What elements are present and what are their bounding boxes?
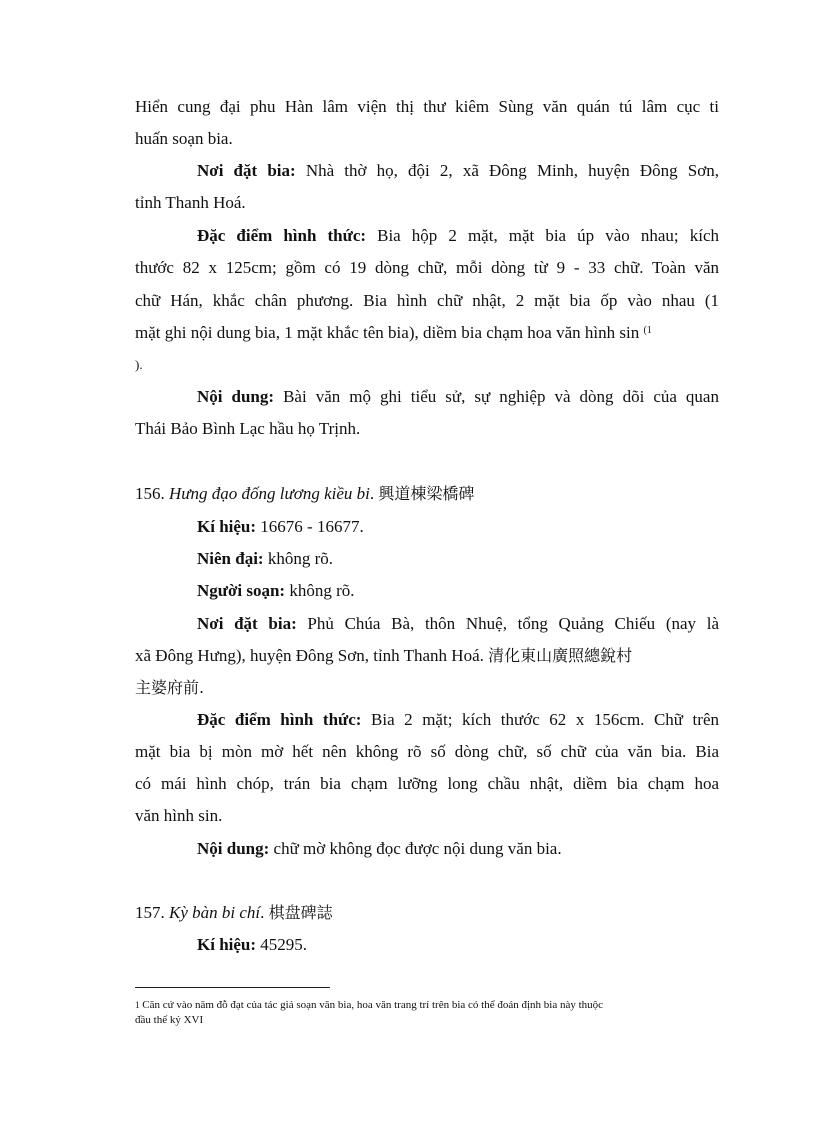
- feature-line-cont: chữ Hán, khắc chân phương. Bia hình chữ nhật, 2 mặt bia ốp vào nhau (1: [135, 291, 719, 310]
- place-line-cont: [135, 645, 719, 667]
- entry-title: Kỳ bàn bi chí: [169, 903, 261, 922]
- place-text: xã Đông Hưng), huyện Đông Sơn, tỉnh Thanh Hoá.: [135, 646, 484, 665]
- code-value: 45295.: [256, 935, 308, 954]
- year-value: không rõ.: [263, 549, 334, 568]
- feature-line: [197, 225, 719, 247]
- year-line: [197, 548, 719, 570]
- code-label: Kí hiệu:: [197, 935, 257, 954]
- feature-line-cont: có mái hình chóp, trán bia chạm lưỡng long chầu nhật, diềm bia chạm hoa: [135, 774, 719, 793]
- content-value: chữ mờ không đọc được nội dung văn bia.: [269, 839, 562, 858]
- place-line: [197, 613, 719, 635]
- feature-value: Bia 2 mặt; kích thước 62 x 156cm. Chữ trên: [361, 710, 719, 729]
- feature-value: Bia hộp 2 mặt, mặt bia úp vào nhau; kích: [366, 226, 719, 245]
- place-label: Nơi đặt bia:: [197, 161, 296, 180]
- footnote-number: 1: [135, 1000, 140, 1010]
- content-label: Nội dung:: [197, 839, 270, 858]
- place-line-cont: tỉnh Thanh Hoá.: [135, 193, 246, 212]
- entry-han-title: 興道棟梁橋碑: [378, 484, 475, 503]
- feature-line-cont: [135, 322, 719, 344]
- place-line: [197, 160, 719, 182]
- place-value: Phủ Chúa Bà, thôn Nhuệ, tổng Quảng Chiếu (nay là: [296, 614, 719, 633]
- content-label: Nội dung:: [197, 387, 275, 406]
- content-value: Bài văn mộ ghi tiểu sử, sự nghiệp và dòng dõi của quan: [274, 387, 719, 406]
- content-line: [197, 838, 719, 860]
- entry-number: 156.: [135, 484, 165, 503]
- footnote-ref-cont: ).: [135, 357, 143, 372]
- entry-title: Hưng đạo đống lương kiều bi: [169, 484, 370, 503]
- content-line-cont: Thái Bảo Bình Lạc hầu họ Trịnh.: [135, 419, 361, 438]
- feature-line-cont: mặt bia bị mòn mờ hết nên không rõ số dòng chữ, số chữ của văn bia. Bia: [135, 742, 719, 761]
- feature-line-cont: thước 82 x 125cm; gồm có 19 dòng chữ, mỗi dòng từ 9 - 33 chữ. Toàn văn: [135, 258, 719, 277]
- footnote-line-cont: đầu thế kỷ XVI: [135, 1014, 204, 1026]
- separator: .: [369, 484, 375, 503]
- paragraph-line: Hiển cung đại phu Hàn lâm viện thị thư kiêm Sùng văn quán tú lâm cục ti: [135, 97, 719, 116]
- feature-text: mặt ghi nội dung bia, 1 mặt khắc tên bia), diềm bia chạm hoa văn hình sin: [135, 323, 640, 342]
- feature-label: Đặc điểm hình thức:: [197, 710, 362, 729]
- feature-line-cont: văn hình sin.: [135, 806, 223, 825]
- place-label: Nơi đặt bia:: [197, 614, 297, 633]
- code-label: Kí hiệu:: [197, 517, 257, 536]
- entry-157-heading: [135, 902, 719, 924]
- footnote-text: Căn cứ vào năm đỗ đạt của tác giả soạn văn bia, hoa văn trang trí trên bia có thể đoán định bia này thuộc: [139, 999, 604, 1011]
- footnote-separator: [135, 987, 330, 988]
- content-line: [197, 386, 719, 408]
- paragraph-line: huấn soạn bia.: [135, 129, 233, 148]
- year-label: Niên đại:: [197, 549, 264, 568]
- footnote-ref: (1: [643, 325, 652, 336]
- separator: .: [260, 903, 265, 922]
- entry-number: 157.: [135, 903, 165, 922]
- code-value: 16676 - 16677.: [256, 517, 364, 536]
- author-line: [197, 580, 719, 602]
- feature-line: [197, 709, 719, 731]
- author-value: không rõ.: [285, 581, 355, 600]
- code-line: [197, 934, 719, 956]
- feature-label: Đặc điểm hình thức:: [197, 226, 367, 245]
- entry-156-heading: [135, 483, 719, 505]
- footnote-line: [135, 998, 721, 1012]
- place-han: 清化東山廣照總銳村: [488, 646, 633, 665]
- place-value: Nhà thờ họ, đội 2, xã Đông Minh, huyện Đông Sơn,: [295, 161, 719, 180]
- entry-han-title: 棋盘碑誌: [268, 903, 333, 922]
- author-label: Người soạn:: [197, 581, 286, 600]
- code-line: [197, 516, 719, 538]
- place-han-cont: 主婆府前.: [135, 678, 205, 697]
